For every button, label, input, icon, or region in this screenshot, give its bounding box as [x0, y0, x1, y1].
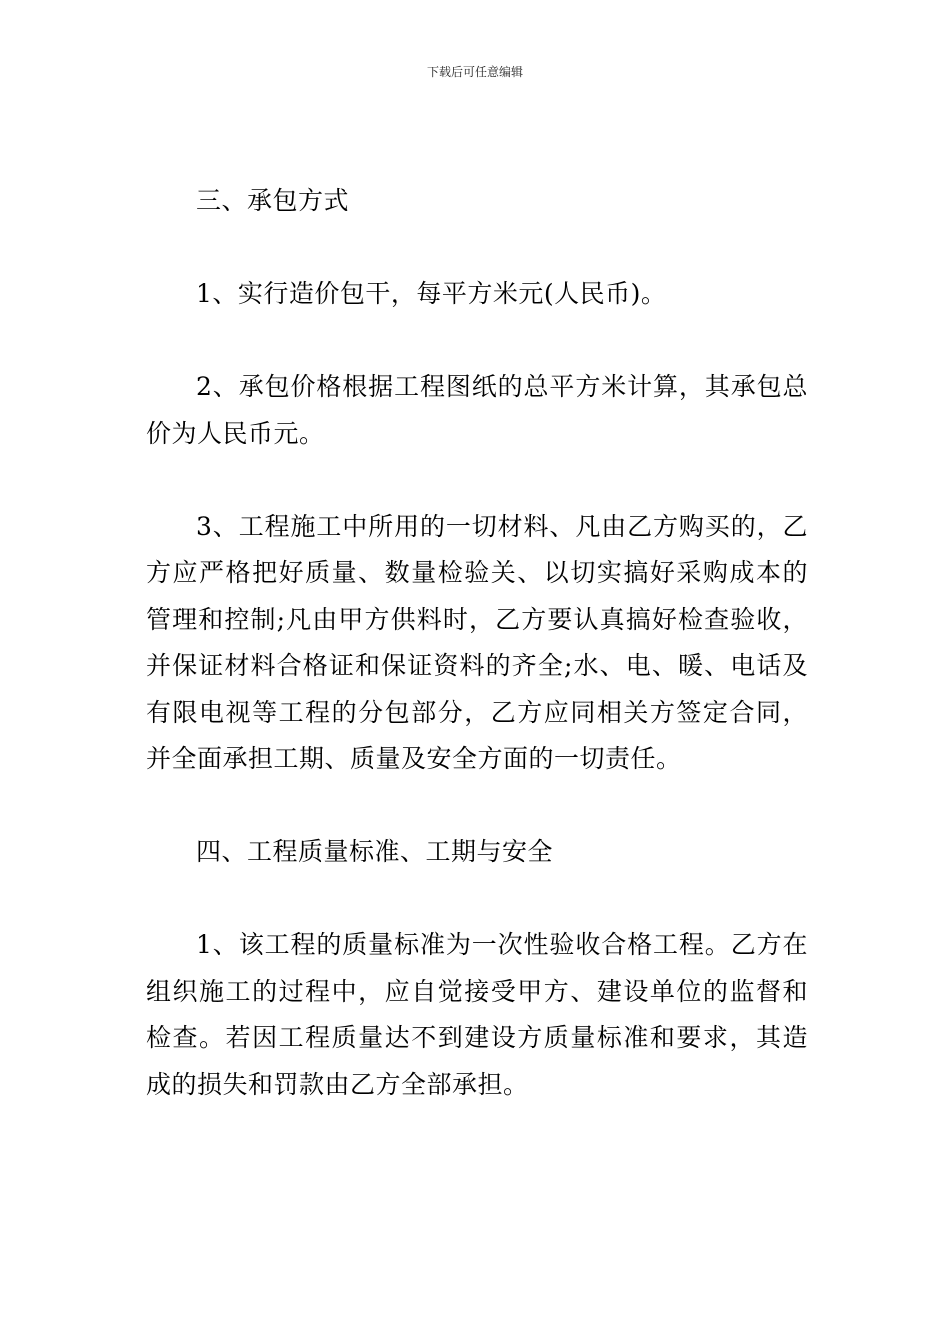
document-body — [146, 178, 808, 1108]
paragraph-3-2: 2、承包价格根据工程图纸的总平方米计算，其承包总价为人民币元。 — [146, 372, 808, 448]
paragraph-3-3: 3、工程施工中所用的一切材料、凡由乙方购买的，乙方应严格把好质量、数量检验关、以切实搞好采购成本的管理和控制;凡由甲方供料时，乙方要认真搞好检查验收，并保证材料合格证和保证资料的齐全;水、电、暖、电话及有限电视等工程的分包部分，乙方应同相关方签定合同，并全面承担工期、质量及安全方面的一切责任。 — [146, 511, 808, 773]
paragraph-4-1: 1、该工程的质量标准为一次性验收合格工程。乙方在组织施工的过程中，应自觉接受甲方、建设单位的监督和检查。若因工程质量达不到建设方质量标准和要求，其造成的损失和罚款由乙方全部承担。 — [146, 930, 808, 1099]
page-header: 下载后可任意编辑 — [426, 65, 523, 79]
section-heading-3: 三、承包方式 — [196, 186, 350, 215]
section-heading-4: 四、工程质量标准、工期与安全 — [196, 837, 554, 866]
paragraph-3-1: 1、实行造价包干，每平方米元(人民币)。 — [196, 279, 667, 308]
